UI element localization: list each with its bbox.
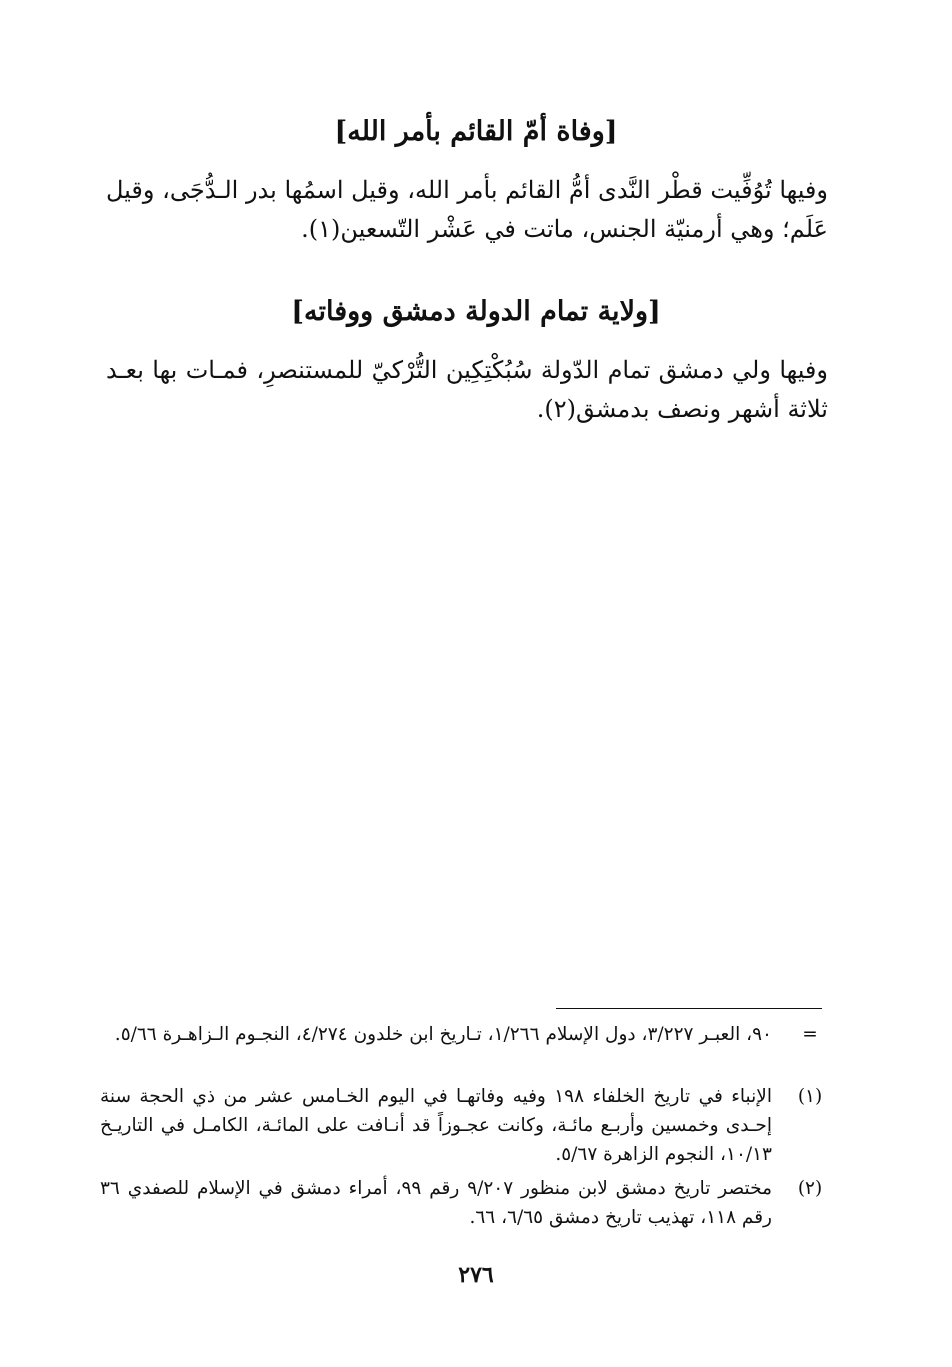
footnote-text: مختصر تاريخ دمشق لابن منظور ٩/٢٠٧ رقم ٩٩، أمراء دمشق في الإسلام للصفدي ٣٦ رقم ١١٨، تهذيب تاريخ دمشق ٦/٦٥، ٦٦.: [100, 1178, 772, 1228]
section-body-mother-death: وفيها تُوُفِّيت قطْر النَّدى أمُّ القائم بأمر الله، وقيل اسمُها بدر الـدُّجَى، وقيل عَلَم؛ وهي أرمنيّة الجنس، ماتت في عَشْر التّسعين(١).: [106, 176, 828, 243]
footnote-text: الإنباء في تاريخ الخلفاء ١٩٨ وفيه وفاتهـا في اليوم الخـامس عشر من ذي الحجة سنة إحـدى وخمسين وأربـع مائـة، وكانت عجـوزاً قد أنـافت على المائـة، الكامـل في التاريـخ ١٠/١٣، النجوم الزاهرة ٥/٦٧.: [100, 1086, 772, 1165]
footnote-marker: (١): [797, 1086, 823, 1107]
section-heading-mother-death: [وفاة أمّ القائم بأمر الله]: [334, 116, 618, 147]
page-number: ٢٧٦: [458, 1262, 494, 1288]
section-body-damascus-governor: وفيها ولي دمشق تمام الدّولة سُبُكْتِكِين التُّرْكيّ للمستنصرِ، فمـات بها بعـد ثلاثة أشهر ونصف بدمشق(٢).: [106, 356, 828, 423]
footnote-text: ٩٠، العبـر ٣/٢٢٧، دول الإسلام ١/٢٦٦، تـاريخ ابن خلدون ٤/٢٧٤، النجـوم الـزاهـرة ٥/٦٦.: [114, 1024, 772, 1045]
footnote-marker: =: [802, 1024, 818, 1045]
footnote-separator: [556, 1008, 822, 1009]
footnote-marker: (٢): [797, 1178, 823, 1199]
section-heading-damascus-governor: [ولاية تمام الدولة دمشق ووفاته]: [291, 296, 661, 327]
